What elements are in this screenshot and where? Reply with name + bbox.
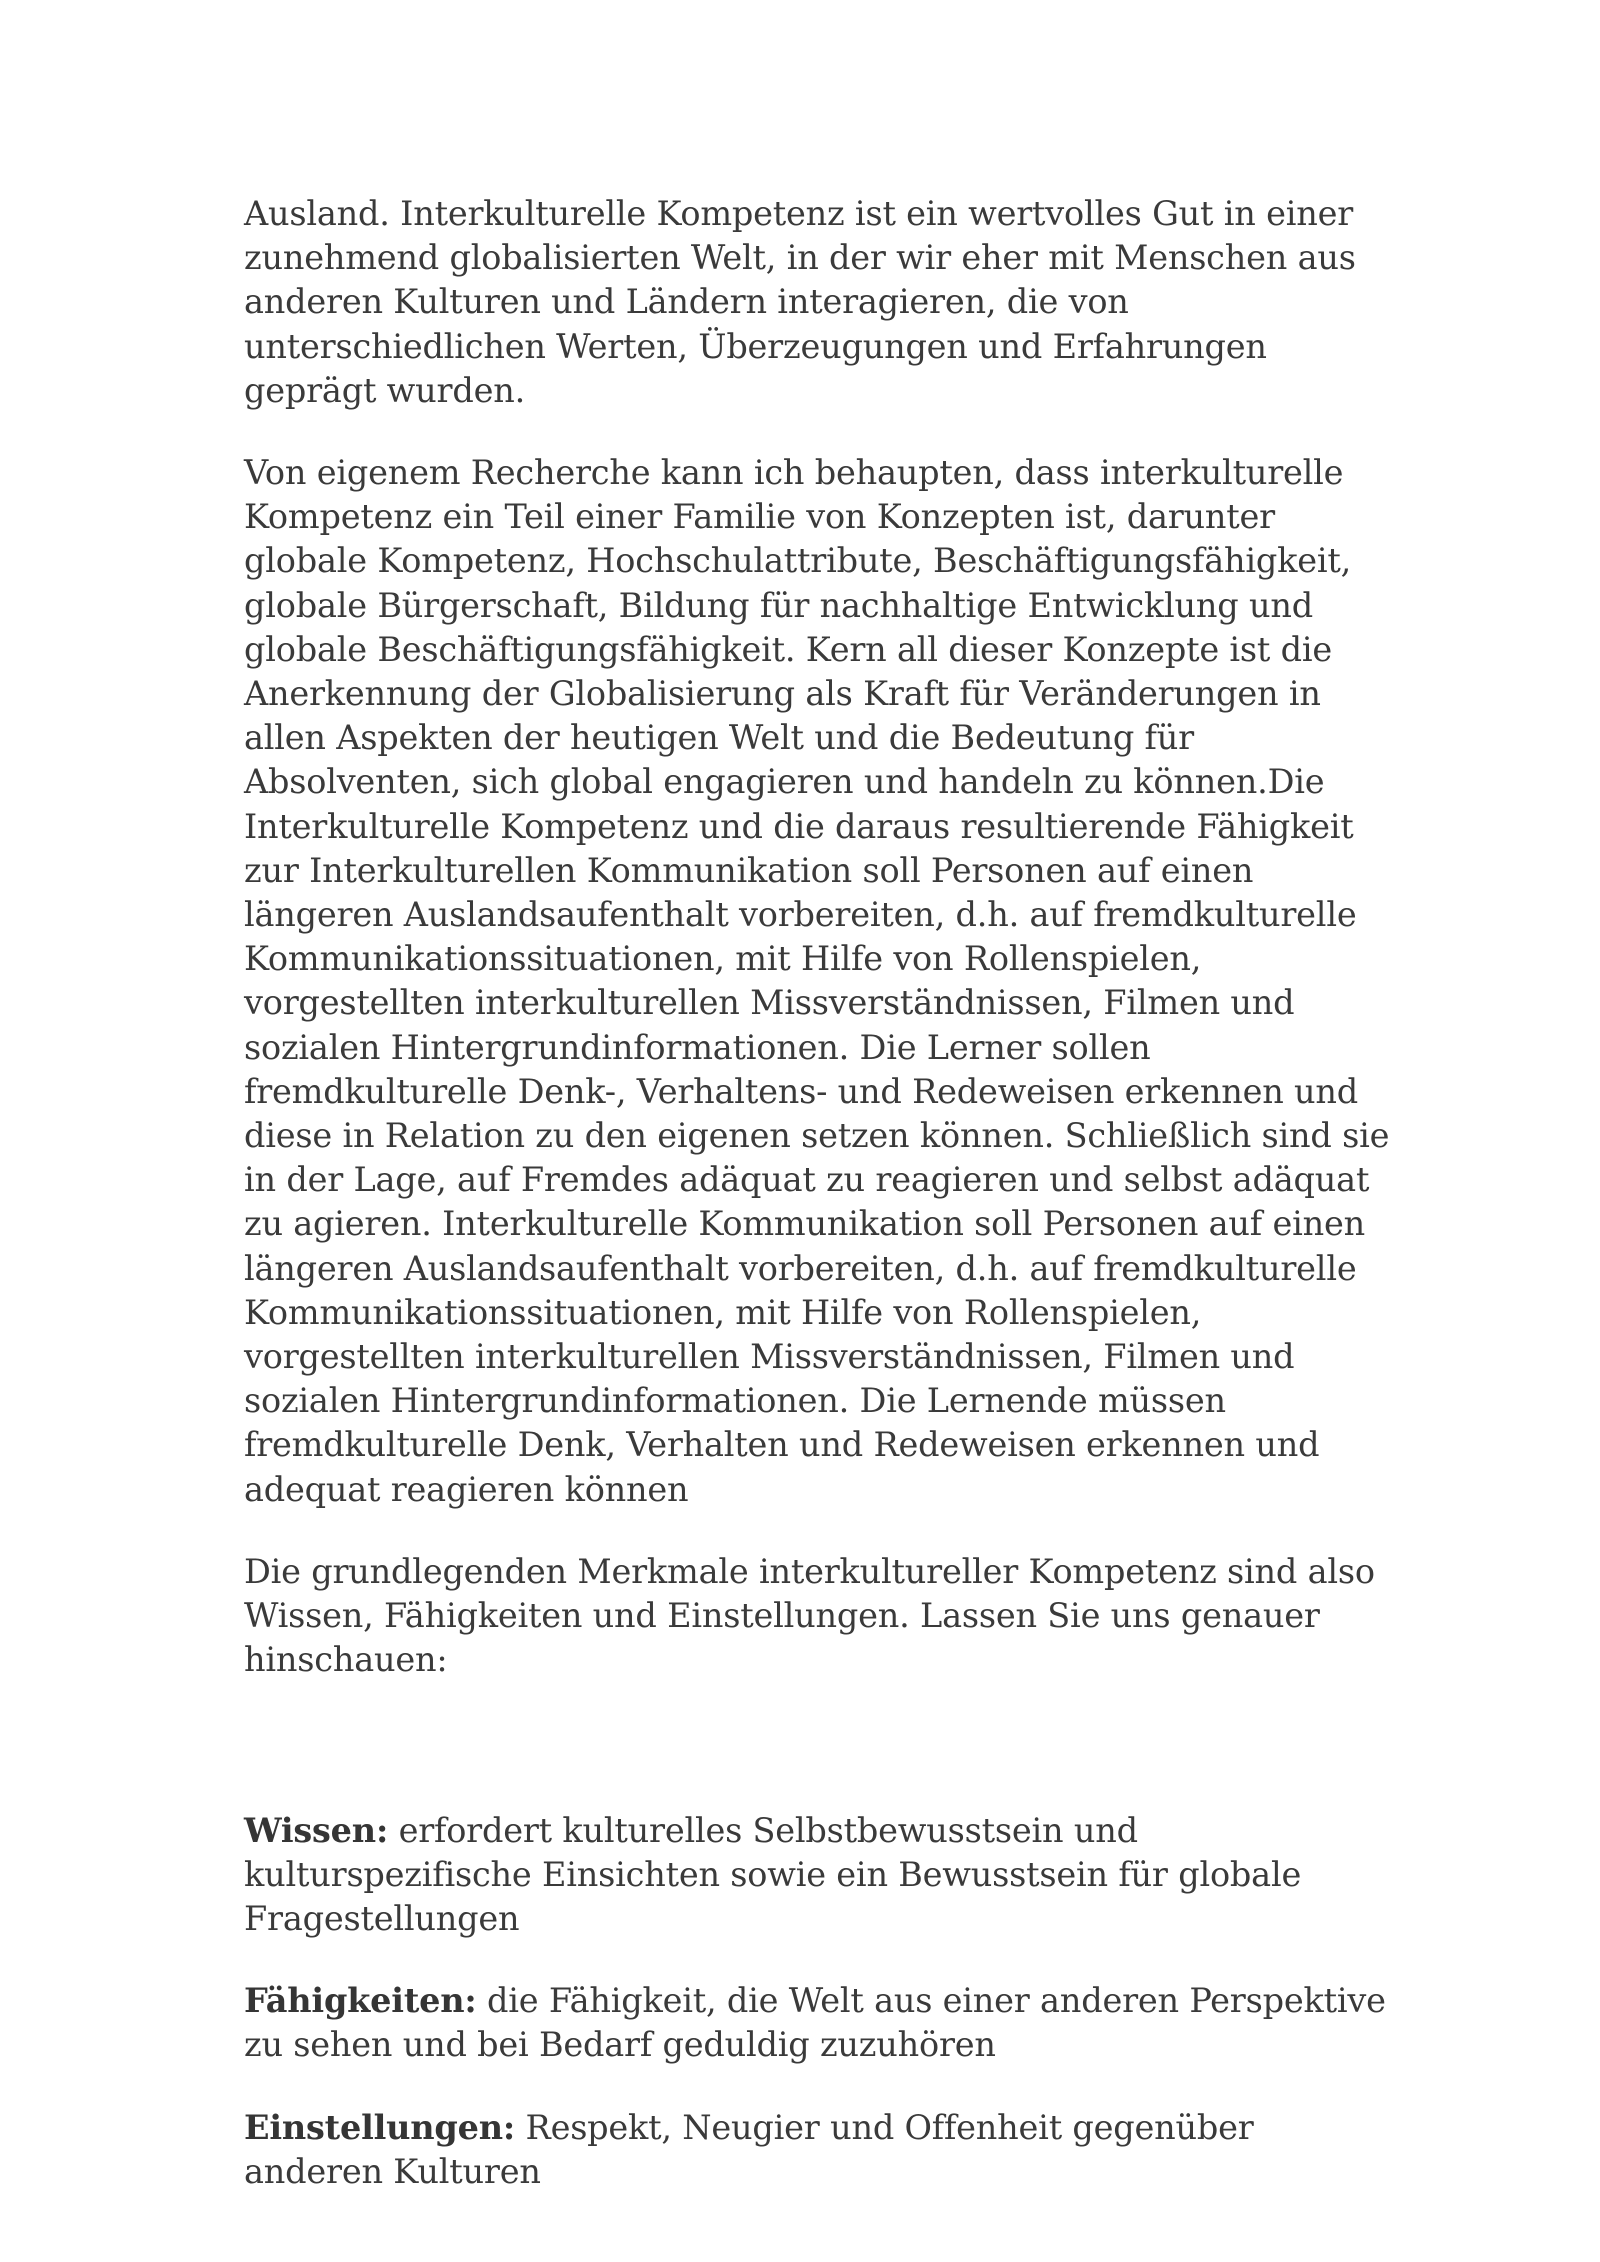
definition-einstellungen: [244, 2106, 1394, 2194]
paragraph-research: Von eigenem Recherche kann ich behaupten, dass interkulturelle Kompetenz ein Teil einer Familie von Konzepten ist, darunter globale Kompetenz, Hochschulattribute, Beschäftigungsfähigkeit, globale Bürgerschaft, Bildung für nachhaltige Entwicklung und globale Beschäftigungsfähigkeit. Kern all dieser Konzepte ist die Anerkennung der Globalisierung als Kraft für Veränderungen in allen Aspekten der heutigen Welt und die Bedeutung für Absolventen, sich global engagieren und handeln zu können.Die Interkulturelle Kompetenz und die daraus resultierende Fähigkeit zur Interkulturellen Kommunikation soll Personen auf einen längeren Auslandsaufenthalt vorbereiten, d.h. auf fremdkulturelle Kommunikationssituationen, mit Hilfe von Rollenspielen, vorgestellten interkulturellen Missverständnissen, Filmen und sozialen Hintergrundinformationen. Die Lerner sollen fremdkulturelle Denk-, Verhaltens- und Redeweisen erkennen und diese in Relation zu den eigenen setzen können. Schließlich sind sie in der Lage, auf Fremdes adäquat zu reagieren und selbst adäquat zu agieren. Interkulturelle Kommunikation soll Personen auf einen längeren Auslandsaufenthalt vorbereiten, d.h. auf fremdkulturelle Kommunikationssituationen, mit Hilfe von Rollenspielen, vorgestellten interkulturellen Missverständnissen, Filmen und sozialen Hintergrundinformationen. Die Lernende müssen fremdkulturelle Denk, Verhalten und Redeweisen erkennen und adequat reagieren können: [244, 453, 1390, 1509]
definition-term: Fähigkeiten:: [244, 1981, 477, 2021]
definition-term: Wissen:: [244, 1810, 389, 1850]
definition-faehigkeiten: [244, 1979, 1394, 2067]
document-page: [244, 192, 1394, 2232]
definition-term: Einstellungen:: [244, 2107, 516, 2147]
definition-text: erfordert kulturelles Selbstbewusstsein und kulturspezifische Einsichten sowie ein Bewusstsein für globale Fragestellungen: [244, 1810, 1302, 1938]
paragraph-intro: Ausland. Interkulturelle Kompetenz ist ein wertvolles Gut in einer zunehmend globalisierten Welt, in der wir eher mit Menschen aus anderen Kulturen und Ländern interagieren, die von unterschiedlichen Werten, Überzeugungen und Erfahrungen geprägt wurden.: [244, 194, 1356, 410]
definition-text: Respekt, Neugier und Offenheit gegenüber anderen Kulturen: [244, 2107, 1254, 2191]
definition-text: die Fähigkeit, die Welt aus einer anderen Perspektive zu sehen und bei Bedarf geduldig zuzuhören: [244, 1981, 1386, 2065]
paragraph-summary: Die grundlegenden Merkmale interkultureller Kompetenz sind also Wissen, Fähigkeiten und Einstellungen. Lassen Sie uns genauer hinschauen:: [244, 1551, 1375, 1680]
definition-wissen: [244, 1809, 1394, 1942]
